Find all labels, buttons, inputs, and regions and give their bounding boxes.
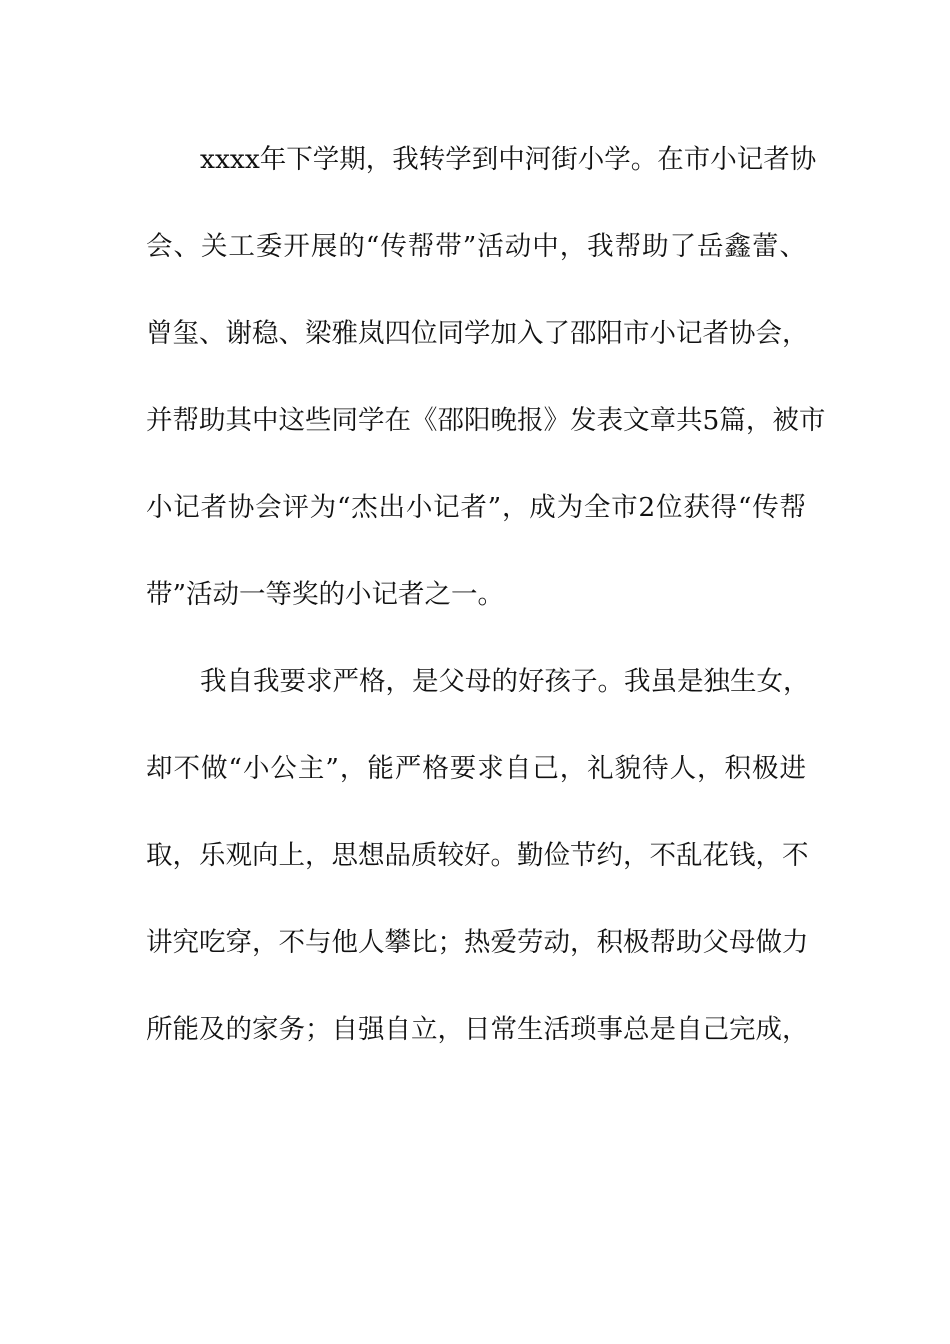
paragraph-line: 并帮助其中这些同学在《邵阳晚报》发表文章共5篇，被市: [146, 405, 826, 436]
paragraph-line: 取，乐观向上，思想品质较好。勤俭节约，不乱花钱，不: [146, 840, 809, 871]
paragraph-line: 我自我要求严格，是父母的好孩子。我虽是独生女，: [200, 666, 810, 697]
paragraph-line: 会、关工委开展的“传帮带”活动中，我帮助了岳鑫蕾、: [146, 231, 806, 262]
paragraph-line: xxxx年下学期，我转学到中河街小学。在市小记者协: [200, 144, 817, 175]
paragraph-line: 所能及的家务；自强自立，日常生活琐事总是自己完成，: [146, 1014, 809, 1045]
paragraph-line: 讲究吃穿，不与他人攀比；热爱劳动，积极帮助父母做力: [146, 927, 809, 958]
paragraph-line: 小记者协会评为“杰出小记者”，成为全市2位获得“传帮: [146, 492, 806, 523]
paragraph-line: 却不做“小公主”，能严格要求自己，礼貌待人，积极进: [146, 753, 806, 784]
paragraph-line: 曾玺、谢稳、梁雅岚四位同学加入了邵阳市小记者协会，: [146, 318, 809, 349]
paragraph-line: 带”活动一等奖的小记者之一。: [146, 579, 505, 610]
